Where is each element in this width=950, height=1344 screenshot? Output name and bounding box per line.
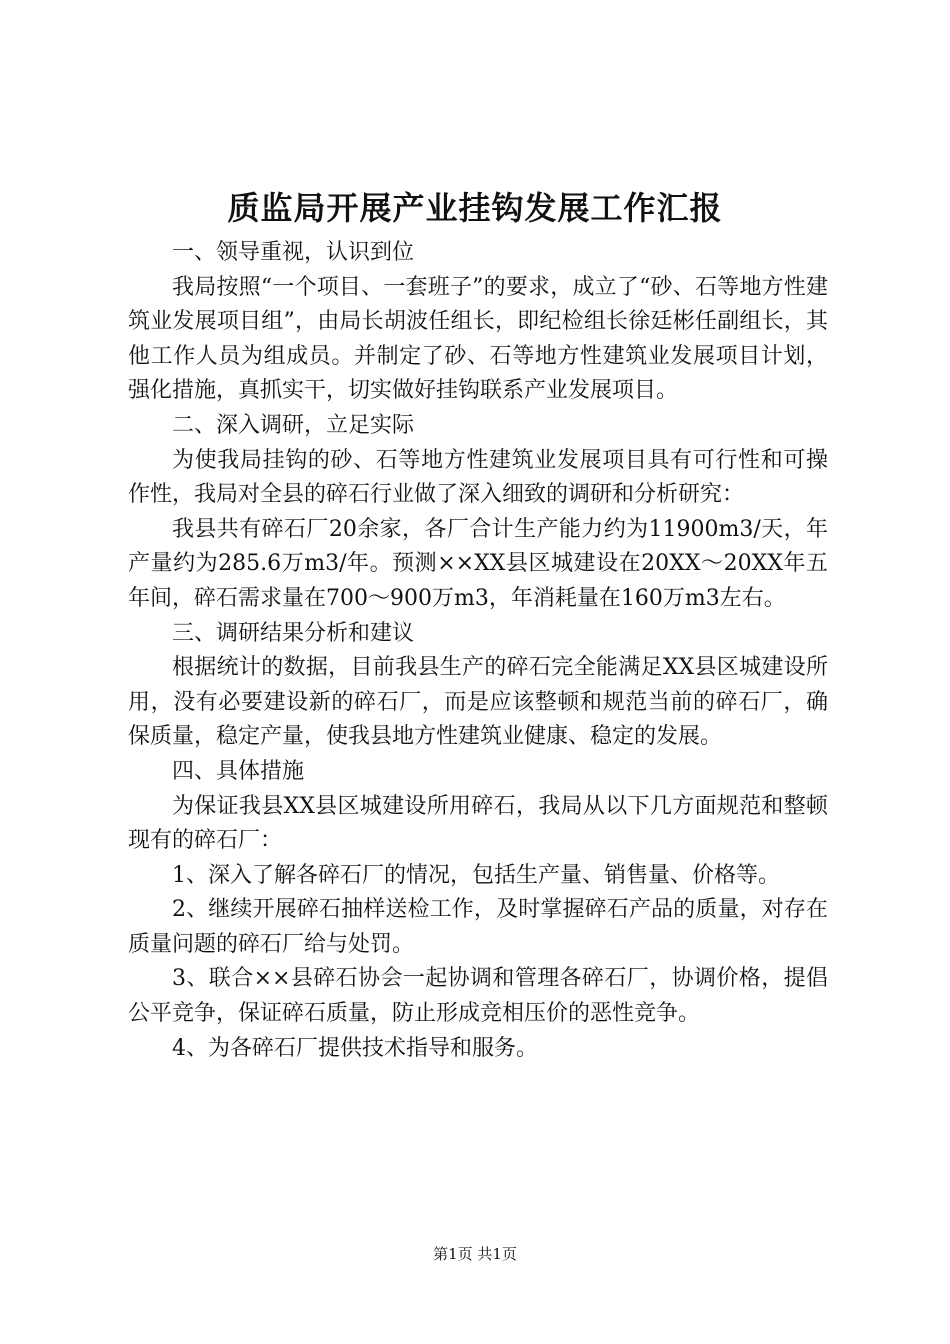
section-heading-3: 三、调研结果分析和建议 [172,620,415,646]
section-heading-1: 一、领导重视，认识到位 [172,240,415,265]
paragraph: 我县共有碎石厂20余家，各厂合计生产能力约为11900m3/天，年产量约为285.6万m3/年。预测××XX县区城建设在20XX～20XX年五年间，碎石需求量在700～900万m3，年消耗量在160万m3左右。 [128,516,828,611]
page-number-footer: 第1页 共1页 [433,1245,517,1263]
section-heading-4: 四、具体措施 [172,758,305,784]
list-item: 2、继续开展碎石抽样送检工作，及时掌握碎石产品的质量，对存在质量问题的碎石厂给与处罚。 [128,897,828,957]
document-body [128,236,828,1066]
list-item: 4、为各碎石厂提供技术指导和服务。 [172,1035,538,1061]
paragraph: 根据统计的数据，目前我县生产的碎石完全能满足XX县区城建设所用，没有必要建设新的碎石厂，而是应该整顿和规范当前的碎石厂，确保质量，稳定产量，使我县地方性建筑业健康、稳定的发展。 [128,655,828,750]
section-heading-2: 二、深入调研，立足实际 [172,412,415,438]
paragraph: 我局按照“一个项目、一套班子”的要求，成立了“砂、石等地方性建筑业发展项目组”，由局长胡波任组长，即纪检组长徐廷彬任副组长，其他工作人员为组成员。并制定了砂、石等地方性建筑业发展项目计划，强化措施，真抓实干，切实做好挂钩联系产业发展项目。 [128,274,828,404]
document-title: 质监局开展产业挂钩发展工作汇报 [227,189,723,227]
paragraph: 为使我局挂钩的砂、石等地方性建筑业发展项目具有可行性和可操作性，我局对全县的碎石行业做了深入细致的调研和分析研究： [128,447,828,508]
list-item: 1、深入了解各碎石厂的情况，包括生产量、销售量、价格等。 [172,862,780,888]
paragraph: 为保证我县XX县区城建设所用碎石，我局从以下几方面规范和整顿现有的碎石厂： [128,793,828,854]
list-item: 3、联合××县碎石协会一起协调和管理各碎石厂，协调价格，提倡公平竞争，保证碎石质量，防止形成竞相压价的恶性竞争。 [128,966,828,1027]
